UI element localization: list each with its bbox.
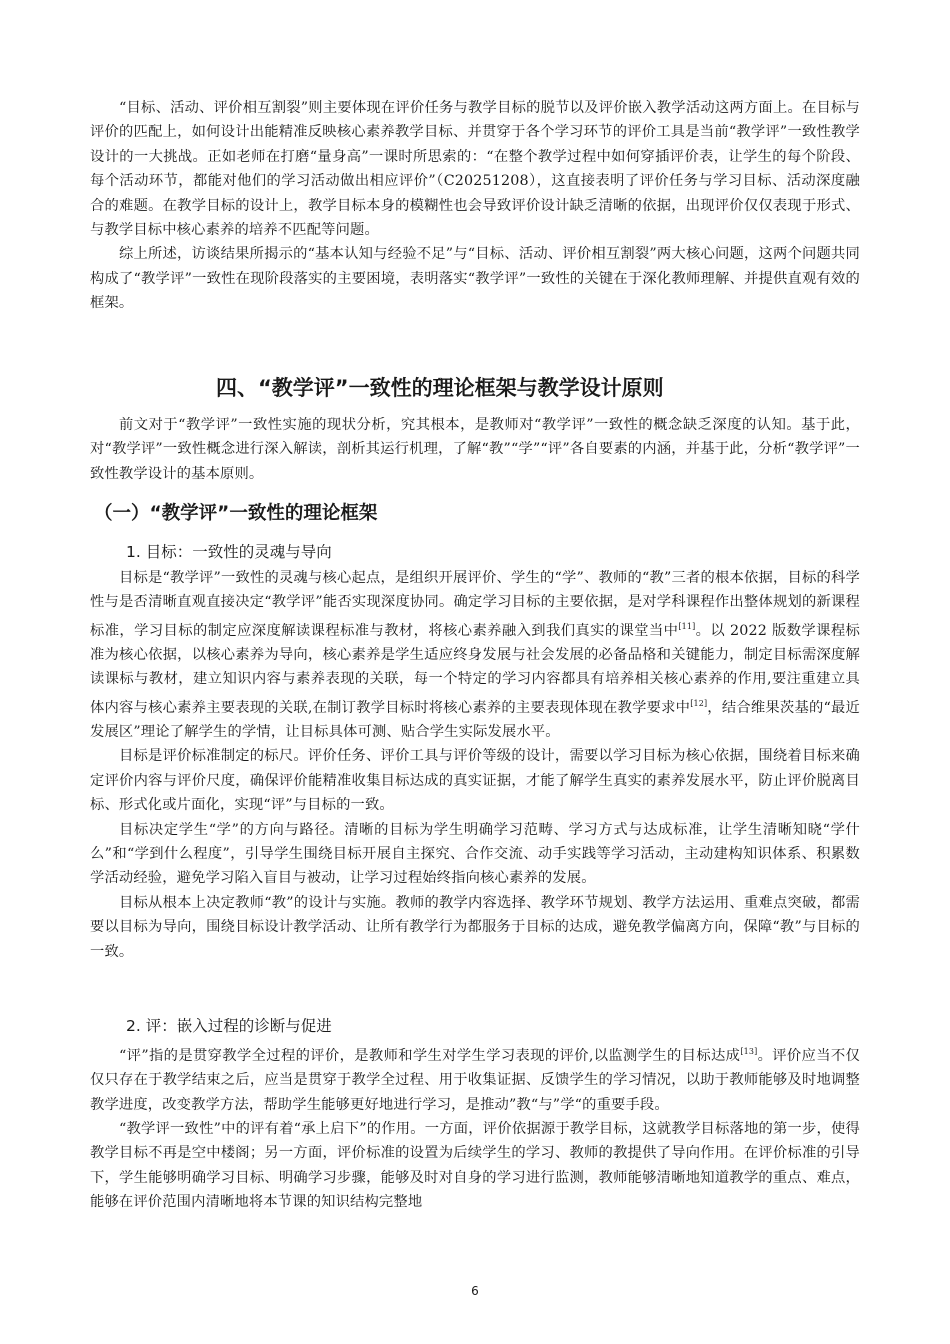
paragraph-block-top (90, 96, 860, 316)
paragraph-text: “评”指的是贯穿教学全过程的评价，是教师和学生对学生学习表现的评价,以监测学生的目标达成 (119, 1047, 741, 1064)
paragraph-block-goals (90, 566, 860, 964)
paragraph: 目标是评价标准制定的标尺。评价任务、评价工具与评价等级的设计，需要以学习目标为核心依据，围绕着目标来确定评价内容与评价尺度，确保评价能精准收集目标达成的真实证据，才能了解学生真实的素养发展水平，防止评价脱离目标、形式化或片面化，实现“评”与目标的一致。 (90, 748, 860, 814)
paragraph-text: 目标是“教学评”一致性的灵魂与核心起点，是组织开展评价、学生的“学”、教师的“教”三者的根本依据，目标的科学性与是否清晰直观直接决定“教学评”能否实现深度协同。确定学习目标的主要依据，是对学科课程作出整体规划的新课程标准，学习目标的制定应深度解读课程标准与教材，将核心素养融入到我们真实的课堂当中 (90, 570, 860, 639)
paragraph-text: 。以 2022 版数学课程标准为核心依据，以核心素养为导向，核心素养是学生适应终身发展与社会发展的必备品格和关键能力，制定目标需深度解读课标与教材，建立知识内容与素养表现的关联，每一个特定的学习内容都具有培养相关核心素养的作用,要注重建立具体内容与核心素养主要表现的关联,在制订教学目标时将核心素养的主要表现体现在教学要求中 (90, 622, 860, 716)
paragraph-text: ，结合维果茨基的“最近发展区”理论了解学生的学情，让目标具体可测、贴合学生实际发展水平。 (90, 699, 860, 740)
item-heading: 2. 评：嵌入过程的诊断与促进 (126, 1017, 332, 1035)
paragraph: “教学评一致性”中的评有着“承上启下”的作用。一方面，评价依据源于教学目标，这就教学目标落地的第一步，使得教学目标不再是空中楼阁；另一方面，评价标准的设置为后续学生的学习、教师的教提供了导向作用。在评价标准的引导下，学生能够明确学习目标、明确学习步骤，能够及时对自身的学习进行监测，教师能够清晰地知道教学的重点、难点，能够在评价范围内清晰地将本节课的知识结构完整地 (90, 1120, 860, 1211)
paragraph: 综上所述，访谈结果所揭示的“基本认知与经验不足”与“目标、活动、评价相互割裂”两大核心问题，这两个问题共同构成了“教学评”一致性在现阶段落实的主要困境，表明落实“教学评”一致性的关键在于深化教师理解、并提供直观有效的框架。 (90, 246, 860, 312)
paragraph-block-evaluation (90, 1040, 860, 1215)
paragraph: “目标、活动、评价相互割裂”则主要体现在评价任务与教学目标的脱节以及评价嵌入教学活动这两方面上。在目标与评价的匹配上，如何设计出能精准反映核心素养教学目标、并贯穿于各个学习环节的评价工具是当前“教学评”一致性教学设计的一大挑战。正如老师在打磨“量身高”一课时所思索的：“在整个教学过程中如何穿插评价表，让学生的每个阶段、每个活动环节，都能对他们的学习活动做出相应评价”（C20251208），这直接表明了评价任务与学习目标、活动深度融合的难题。在教学目标的设计上，教学目标本身的模糊性也会导致评价设计缺乏清晰的依据，出现评价仅仅表现于形式、与教学目标中核心素养的培养不匹配等问题。 (90, 100, 860, 239)
page-number: 6 (471, 1284, 479, 1298)
paragraph (90, 1040, 860, 1117)
citation-ref: [12] (690, 698, 708, 708)
paragraph: 目标从根本上决定教师“教”的设计与实施。教师的教学内容选择、教学环节规划、教学方法运用、重难点突破，都需要以目标为导向，围绕目标设计教学活动、让所有教学行为都服务于目标的达成，避免教学偏离方向，保障“教”与目标的一致。 (90, 894, 860, 960)
paragraph: 前文对于“教学评”一致性实施的现状分析，究其根本，是教师对“教学评”一致性的概念缺乏深度的认知。基于此，对“教学评”一致性概念进行深入解读，剖析其运行机理，了解“教”“学”“评”各自要素的内涵，并基于此，分析“教学评”一致性教学设计的基本原则。 (90, 417, 860, 482)
citation-ref: [11] (678, 621, 696, 631)
subsection-heading: （一）“教学评”一致性的理论框架 (94, 503, 378, 524)
paragraph-text: 。评价应当不仅仅只存在于教学结束之后，应当是贯穿于教学全过程、用于收集证据、反馈学生的学习情况，以助于教师能够及时地调整教学进度，改变教学方法，帮助学生能够更好地进行学习，是推动”教“与”学“的重要手段。 (90, 1047, 860, 1113)
paragraph-block-intro (90, 413, 860, 486)
item-heading: 1. 目标：一致性的灵魂与导向 (126, 543, 332, 561)
paragraph (90, 566, 860, 744)
section-heading: 四、“教学评”一致性的理论框架与教学设计原则 (216, 376, 664, 400)
paragraph: 目标决定学生“学”的方向与路径。清晰的目标为学生明确学习范畴、学习方式与达成标准，让学生清晰知晓“学什么”和“学到什么程度”，引导学生围绕目标开展自主探究、合作交流、动手实践等学习活动，主动建构知识体系、积累数学活动经验，避免学习陷入盲目与被动，让学习过程始终指向核心素养的发展。 (90, 821, 860, 887)
citation-ref: [13] (740, 1047, 758, 1056)
